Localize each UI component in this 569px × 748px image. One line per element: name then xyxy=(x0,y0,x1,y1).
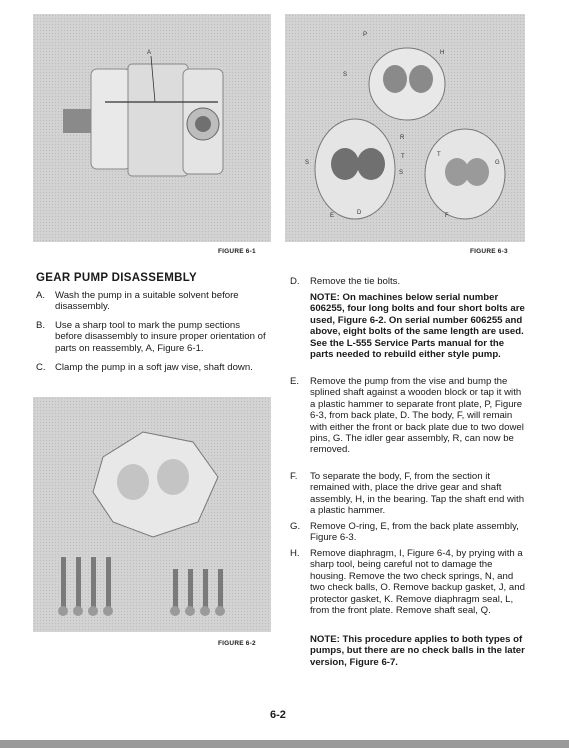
step-d xyxy=(290,276,526,287)
step-a-text: Wash the pump in a suitable solvent before disassembly. xyxy=(55,290,239,313)
fig3-callout-s1: S xyxy=(343,72,348,78)
step-c-marker: C. xyxy=(36,362,46,373)
pump-parts-exploded-illustration xyxy=(285,14,525,242)
figure-6-1-photo xyxy=(33,14,271,242)
fig3-callout-s2: S xyxy=(305,160,310,166)
fig3-callout-r: R xyxy=(400,135,405,141)
bottom-edge-bar xyxy=(0,740,569,748)
fig3-callout-s3: S xyxy=(399,170,404,176)
step-b-text: Use a sharp tool to mark the pump sections before disassembly to insure proper orientation of parts on reassembly, A, Figure 6-1. xyxy=(55,320,266,354)
figure-6-3-caption: FIGURE 6-3 xyxy=(470,248,508,255)
step-e xyxy=(290,376,526,456)
step-c xyxy=(36,362,268,373)
section-title: GEAR PUMP DISASSEMBLY xyxy=(36,272,197,284)
step-e-text: Remove the pump from the vise and bump the splined shaft against a wooden block or tap it with a plastic hammer to separate front plate, P, Figure 6-3, from back plate, D. The body, F, will remain with either the front or back plate due to two dowel pins, G. The idler gear assembly, R, can now be removed. xyxy=(310,376,524,456)
step-b xyxy=(36,320,268,354)
fig3-callout-t1: T xyxy=(401,154,405,160)
fig3-callout-d: D xyxy=(357,210,362,216)
fig3-callout-f: F xyxy=(445,213,449,219)
step-c-text: Clamp the pump in a soft jaw vise, shaft down. xyxy=(55,362,253,373)
fig3-callout-t2: T xyxy=(437,152,441,158)
step-g-marker: G. xyxy=(290,521,301,532)
step-g-text: Remove O-ring, E, from the back plate assembly, Figure 6-3. xyxy=(310,521,519,544)
step-a-marker: A. xyxy=(36,290,46,301)
step-h-marker: H. xyxy=(290,548,300,559)
step-a xyxy=(36,290,268,313)
step-g xyxy=(290,521,526,544)
step-e-marker: E. xyxy=(290,376,300,387)
gear-pump-side-illustration xyxy=(33,14,271,242)
page-number: 6-2 xyxy=(270,709,286,721)
note-check-balls: NOTE: This procedure applies to both types of pumps, but there are no check balls in the later version, Figure 6-7. xyxy=(310,634,525,668)
step-d-marker: D. xyxy=(290,276,300,287)
fig3-callout-h: H xyxy=(440,50,445,56)
step-h-text: Remove diaphragm, I, Figure 6-4, by prying with a sharp tool, being careful not to damage the housing. Remove the two check springs, N, and two check balls, O. Remove backup gasket, J, and protector gasket, K. Remove diaphragm seal, L, from the front plate. Remove shaft seal, Q. xyxy=(310,548,525,617)
figure-6-1-caption: FIGURE 6-1 xyxy=(218,248,256,255)
figure-6-2-photo xyxy=(33,397,271,632)
step-b-marker: B. xyxy=(36,320,46,331)
step-f-text: To separate the body, F, from the section it remained with, place the drive gear and shaft assembly, H, in the bearing. Tap the shaft end with a plastic hammer. xyxy=(310,471,525,517)
fig3-callout-g: G xyxy=(495,160,500,166)
fig1-callout-a: A xyxy=(147,50,152,56)
step-f-marker: F. xyxy=(290,471,298,482)
fig3-callout-p: P xyxy=(363,32,368,38)
pump-and-bolts-illustration xyxy=(33,397,271,632)
fig3-callout-e: E xyxy=(330,213,335,219)
step-h xyxy=(290,548,526,616)
figure-6-2-caption: FIGURE 6-2 xyxy=(218,640,256,647)
note-serial-number: NOTE: On machines below serial number 606255, four long bolts and four short bolts are used, Figure 6-2. On serial number 606255 and above, eight bolts of the same length are used. See the L-555 Service Parts manual for the parts needed to rebuild either style pump. xyxy=(310,292,525,361)
step-f xyxy=(290,471,526,517)
step-d-text: Remove the tie bolts. xyxy=(310,276,401,287)
figure-6-3-photo xyxy=(285,14,525,242)
